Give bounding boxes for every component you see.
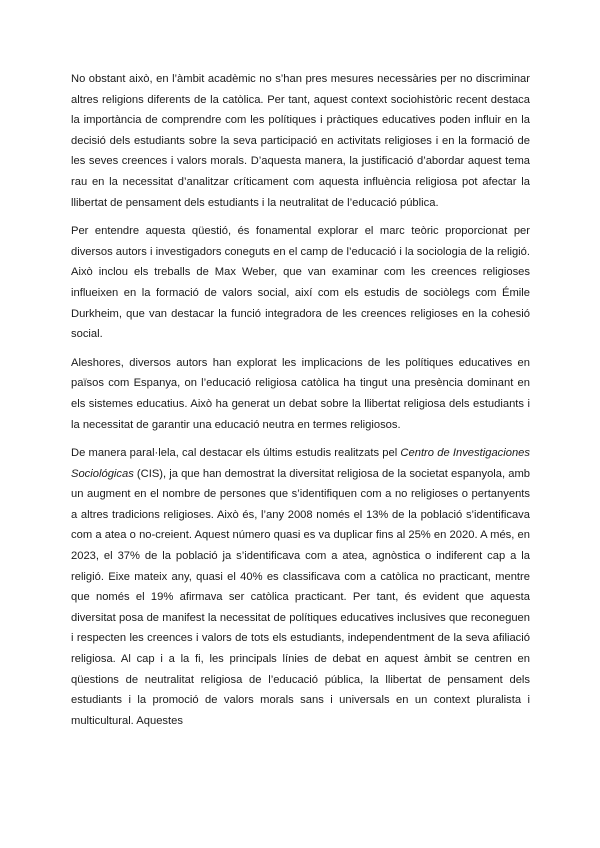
paragraph-1: No obstant això, en l’àmbit acadèmic no s’han pres mesures necessàries per no discriminar altres religions diferents de la catòlica. Per tant, aquest context sociohistòric recent destaca la importància de comprendre com les polítiques i pràctiques educatives poden influir en la decisió dels estudiants sobre la seva participació en activitats religioses i en la formació de les seves creences i valors morals. D’aquesta manera, la justificació d’abordar aquest tema rau en la necessitat d’analitzar críticament com aquesta influència religiosa pot afectar la llibertat de pensament dels estudiants i la neutralitat de l’educació pública. bbox=[71, 73, 530, 209]
paragraph-4 bbox=[71, 443, 530, 731]
paragraph-4-intro: De manera paral·lela, cal destacar els últims estudis realitzats pel bbox=[71, 447, 401, 460]
paragraph-4-rest: (CIS), ja que han demostrat la diversitat religiosa de la societat espanyola, amb un augment en el nombre de persones que s’identifiquen com a no religioses o pertanyents a altres tradicions religioses. Això és, l’any 2008 només el 13% de la població s’identificava com a atea o no-creient. Aquest número quasi es va duplicar fins al 25% en 2020. A més, en 2023, el 37% de la població ja s’identificava com a atea, agnòstica o indiferent cap a la religió. Eixe mateix any, quasi el 40% es classificava com a catòlica no practicant, mentre que només el 19% afirmava ser catòlica practicant. Per tant, és evident que aquesta diversitat posa de manifest la necessitat de polítiques educatives inclusives que reconeguen i respecten les creences i valors de tots els estudiants, independentment de la seva afiliació religiosa. Al cap i a la fi, les principals línies de debat en aquest àmbit se centren en qüestions de neutralitat religiosa de l’educació pública, la llibertat de pensament dels estudiants i la promoció de valors morals sans i universals en un context pluralista i multicultural. Aquestes bbox=[71, 467, 530, 727]
document-body bbox=[71, 0, 530, 731]
paragraph-2: Per entendre aquesta qüestió, és fonamental explorar el marc teòric proporcionat per diversos autors i investigadors coneguts en el camp de l’educació i la sociologia de la religió. Això inclou els treballs de Max Weber, que van examinar com les creences religioses influeixen en la formació de valors social, així com els estudis de sociòlegs com Émile Durkheim, que van destacar la funció integradora de les creences religioses en la cohesió social. bbox=[71, 225, 530, 341]
cis-title-italic: Centro de Investigaciones Sociológicas bbox=[71, 447, 530, 480]
paragraph-3: Aleshores, diversos autors han explorat les implicacions de les polítiques educatives en països com Espanya, on l’educació religiosa catòlica ha tingut una presència dominant en els sistemes educatius. Això ha generat un debat sobre la llibertat religiosa dels estudiants i la necessitat de garantir una educació neutra en termes religiosos. bbox=[71, 356, 530, 431]
